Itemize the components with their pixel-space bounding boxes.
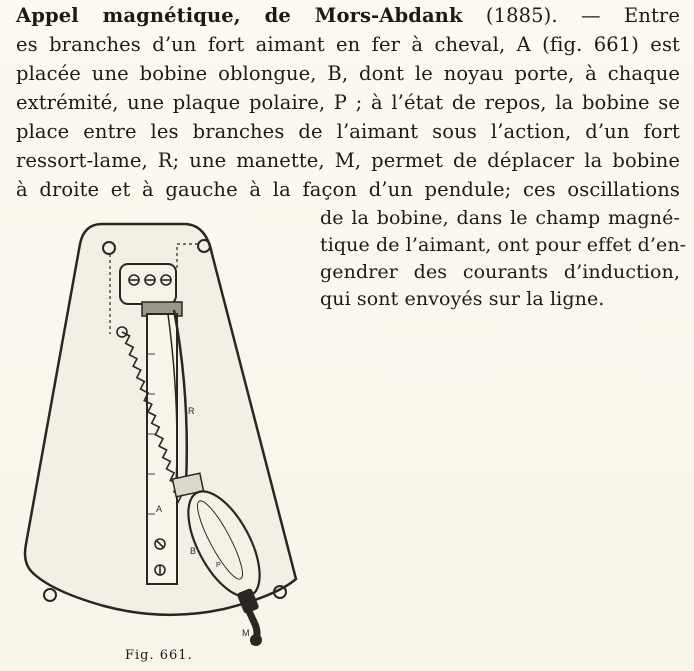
text-line-3: placée une bobine oblongue, B, dont le noyau porte, à chaque — [16, 62, 680, 85]
entry-heading: Appel magnétique, de Mors-Abdank — [16, 4, 463, 27]
text-line-6: ressort-lame, R; une manette, M, permet de déplacer la bobine — [16, 149, 680, 172]
label-r: R — [188, 406, 195, 416]
label-a: A — [156, 504, 163, 514]
text-line-1 — [16, 4, 680, 28]
text-line-7: à droite et à gauche à la façon d’un pendule; ces oscillations — [16, 178, 680, 201]
figure-caption: Fig. 661. — [125, 648, 193, 663]
text-line-11: qui sont envoyés sur la ligne. — [320, 288, 605, 310]
label-p: P — [216, 562, 221, 569]
text-line-2: es branches d’un fort aimant en fer à cheval, A (fig. 661) est — [16, 33, 680, 56]
text-line-8: de la bobine, dans le champ magné- — [320, 207, 680, 229]
text-line-10: gendrer des courants d’induction, — [320, 261, 680, 283]
line-1-rest: — Entre — [557, 4, 680, 27]
magnetic-call-illustration — [14, 214, 304, 654]
text-line-4: extrémité, une plaque polaire, P ; à l’état de repos, la bobine se — [16, 91, 680, 114]
label-b: B — [190, 546, 197, 556]
label-m: M — [242, 628, 250, 638]
text-line-5: place entre les branches de l’aimant sous l’action, d’un fort — [16, 120, 680, 143]
handle-knob — [250, 634, 262, 646]
text-line-9: tique de l’aimant, ont pour effet d’en- — [320, 234, 687, 256]
entry-year: (1885). — [485, 4, 558, 27]
